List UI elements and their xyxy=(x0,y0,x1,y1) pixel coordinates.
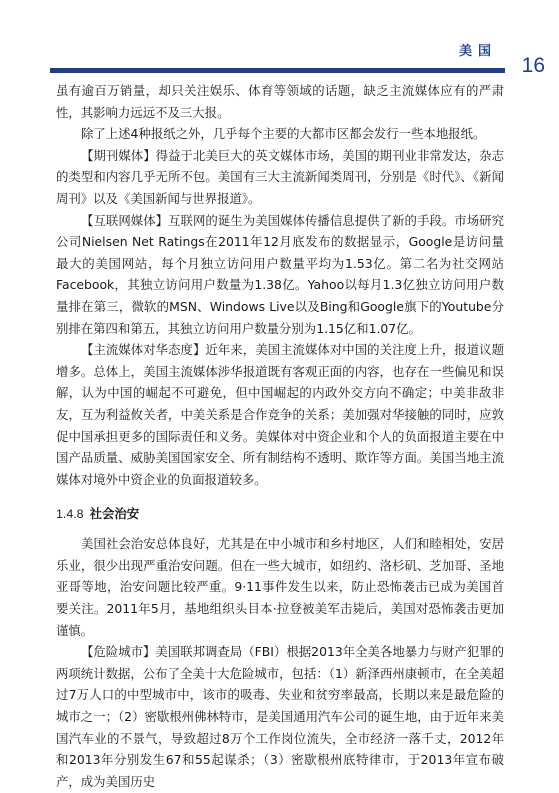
section-number: 1.4.8 xyxy=(56,507,84,522)
paragraph-dangerous-cities: 【危险城市】美国联邦调查局（FBI）根据2013年全美各地暴力与财产犯罪的两项统计数据，公布了全美十大危险城市，包括：（1）新泽西州康顿市，在全美超过7万人口的中型城市中，该市的吸毒、失业和贫穷率最高，长期以来是最危险的城市之一；（2）密歇根州佛林特市，是美国通用汽车公司的诞生地，由于近年来美国汽车业的不景气，导致超过8万个工作岗位流失，全市经济一落千丈，2012年和2013年分别发生67和55起谋杀；（3）密歇根州底特律市，于2013年宣布破产，成为美国历史 xyxy=(56,644,504,789)
running-header-label: 美国 xyxy=(458,44,497,59)
header-rule xyxy=(50,68,505,73)
page-number: 16 xyxy=(521,54,545,77)
section-heading xyxy=(56,504,504,524)
paragraph-local-newspapers: 除了上述4种报纸之外，几乎每个主要的大都市区都会发行一些本地报纸。 xyxy=(81,126,486,142)
paragraph-continued: 虽有逾百万销量，却只关注娱乐、体育等领域的话题，缺乏主流媒体应有的严肃性，其影响力远远不及三大报。 xyxy=(56,83,504,120)
paragraph-media-attitude: 【主流媒体对华态度】近年来，美国主流媒体对中国的关注度上升，报道议题增多。总体上，美国主流媒体涉华报道既有客观正面的内容，也存在一些偏见和误解，认为中国的崛起不可避免，但中国崛起的内政外交方向不确定；中美非敌非友，互为利益攸关者，中美关系是合作竞争的关系；美加强对华接触的同时，应敦促中国承担更多的国际责任和义务。美媒体对中资企业和个人的负面报道主要在中国产品质量、威胁美国国家安全、所有制结构不透明、欺诈等方面。美国当地主流媒体对境外中资企业的负面报道较多。 xyxy=(56,342,504,487)
section-title: 社会治安 xyxy=(89,506,140,522)
paragraph-internet-media: 【互联网媒体】互联网的诞生为美国媒体传播信息提供了新的手段。市场研究公司Nielsen Net Ratings在2011年12月底发布的数据显示，Google是访问量最大的美国网站，每个月独立访问用户数量平均为1.53亿。第二名为社交网站Facebook，其独立访问用户数量为1.38亿。Yahoo以每月1.3亿独立访问用户数量排在第三，微软的MSN、Windows Live以及Bing和Google旗下的Youtube分别排在第四和第五，其独立访问用户数量分别为1.15亿和1.07亿。 xyxy=(56,212,504,336)
paragraph-public-security: 美国社会治安总体良好，尤其是在中小城市和乡村地区，人们和睦相处，安居乐业，很少出现严重治安问题。但在一些大城市，如纽约、洛杉矶、芝加哥、圣地亚哥等地，治安问题比较严重。9·11事件发生以来，防止恐怖袭击已成为美国首要关注。2011年5月，基地组织头目本·拉登被美军击毙后，美国对恐怖袭击更加谨慎。 xyxy=(56,536,504,638)
page-body xyxy=(56,80,504,792)
paragraph-periodicals: 【期刊媒体】得益于北美巨大的英文媒体市场，美国的期刊业非常发达，杂志的类型和内容几乎无所不包。美国有三大主流新闻类周刊，分别是《时代》、《新闻周刊》以及《美国新闻与世界报道》。 xyxy=(56,147,504,206)
